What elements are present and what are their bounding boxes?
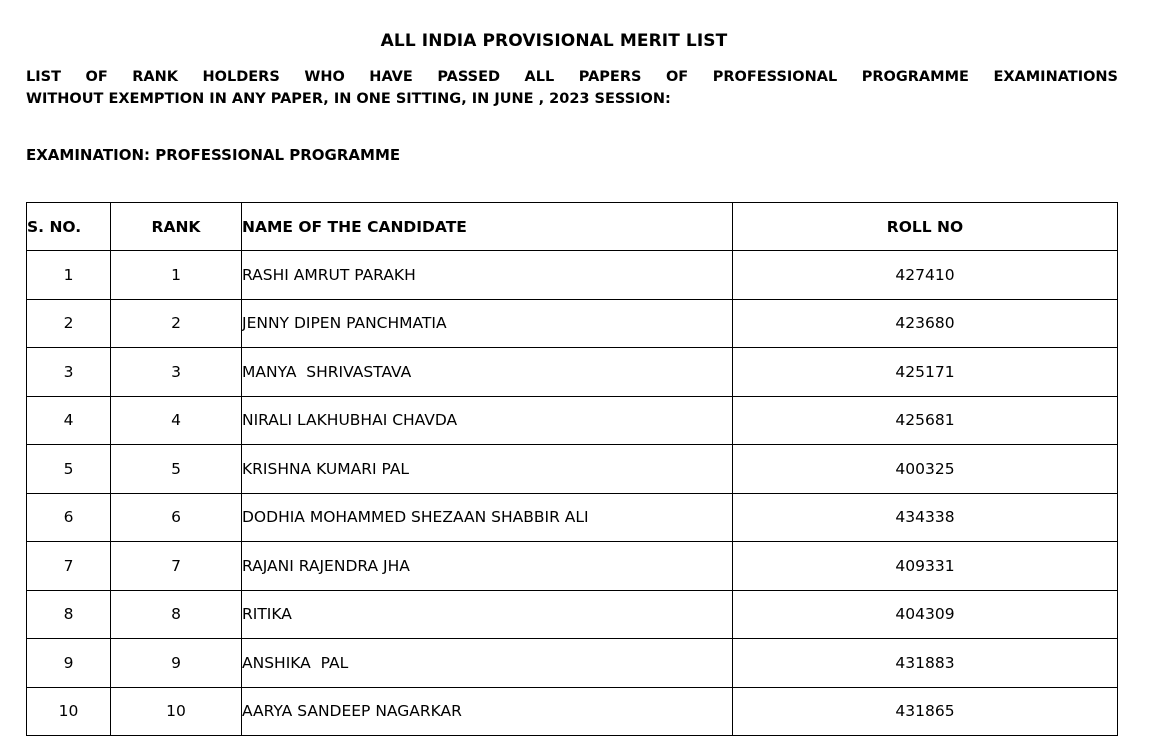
table-row	[27, 639, 1118, 688]
header-roll: ROLL NO	[733, 203, 1118, 251]
cell-rank: 7	[111, 542, 242, 591]
cell-rank: 1	[111, 251, 242, 300]
intro-line-1: LIST OF RANK HOLDERS WHO HAVE PASSED ALL PAPERS OF PROFESSIONAL PROGRAMME EXAMINATIONS	[26, 69, 1118, 85]
cell-sno: 7	[27, 542, 111, 591]
cell-name: NIRALI LAKHUBHAI CHAVDA	[242, 396, 733, 445]
cell-rank: 5	[111, 445, 242, 494]
cell-name: RAJANI RAJENDRA JHA	[242, 542, 733, 591]
cell-name: KRISHNA KUMARI PAL	[242, 445, 733, 494]
cell-sno: 9	[27, 639, 111, 688]
header-sno: S. NO.	[27, 203, 111, 251]
table-row	[27, 445, 1118, 494]
page-title: ALL INDIA PROVISIONAL MERIT LIST	[380, 31, 728, 51]
cell-roll: 409331	[733, 542, 1118, 591]
examination-heading: EXAMINATION: PROFESSIONAL PROGRAMME	[26, 146, 401, 164]
cell-rank: 2	[111, 299, 242, 348]
cell-sno: 4	[27, 396, 111, 445]
table-header-row	[27, 203, 1118, 251]
cell-roll: 423680	[733, 299, 1118, 348]
table-row	[27, 299, 1118, 348]
cell-roll: 425681	[733, 396, 1118, 445]
table-row	[27, 348, 1118, 397]
cell-sno: 1	[27, 251, 111, 300]
cell-name: RITIKA	[242, 590, 733, 639]
cell-sno: 3	[27, 348, 111, 397]
cell-name: DODHIA MOHAMMED SHEZAAN SHABBIR ALI	[242, 493, 733, 542]
table-row	[27, 542, 1118, 591]
cell-rank: 9	[111, 639, 242, 688]
cell-rank: 6	[111, 493, 242, 542]
cell-sno: 10	[27, 687, 111, 736]
cell-name: RASHI AMRUT PARAKH	[242, 251, 733, 300]
cell-roll: 404309	[733, 590, 1118, 639]
table-row	[27, 251, 1118, 300]
cell-name: AARYA SANDEEP NAGARKAR	[242, 687, 733, 736]
cell-name: MANYA SHRIVASTAVA	[242, 348, 733, 397]
cell-roll: 425171	[733, 348, 1118, 397]
cell-name: JENNY DIPEN PANCHMATIA	[242, 299, 733, 348]
table-row	[27, 493, 1118, 542]
cell-sno: 2	[27, 299, 111, 348]
table-row	[27, 590, 1118, 639]
table-row	[27, 687, 1118, 736]
merit-list-table	[26, 202, 1118, 736]
header-rank: RANK	[111, 203, 242, 251]
intro-line-2: WITHOUT EXEMPTION IN ANY PAPER, IN ONE SITTING, IN JUNE , 2023 SESSION:	[26, 91, 671, 107]
cell-sno: 8	[27, 590, 111, 639]
cell-rank: 4	[111, 396, 242, 445]
cell-rank: 10	[111, 687, 242, 736]
cell-roll: 400325	[733, 445, 1118, 494]
header-name: NAME OF THE CANDIDATE	[242, 203, 733, 251]
cell-roll: 434338	[733, 493, 1118, 542]
cell-roll: 431865	[733, 687, 1118, 736]
table-row	[27, 396, 1118, 445]
cell-sno: 6	[27, 493, 111, 542]
cell-roll: 427410	[733, 251, 1118, 300]
cell-roll: 431883	[733, 639, 1118, 688]
cell-rank: 3	[111, 348, 242, 397]
cell-rank: 8	[111, 590, 242, 639]
cell-name: ANSHIKA PAL	[242, 639, 733, 688]
intro-text	[26, 66, 1118, 110]
cell-sno: 5	[27, 445, 111, 494]
